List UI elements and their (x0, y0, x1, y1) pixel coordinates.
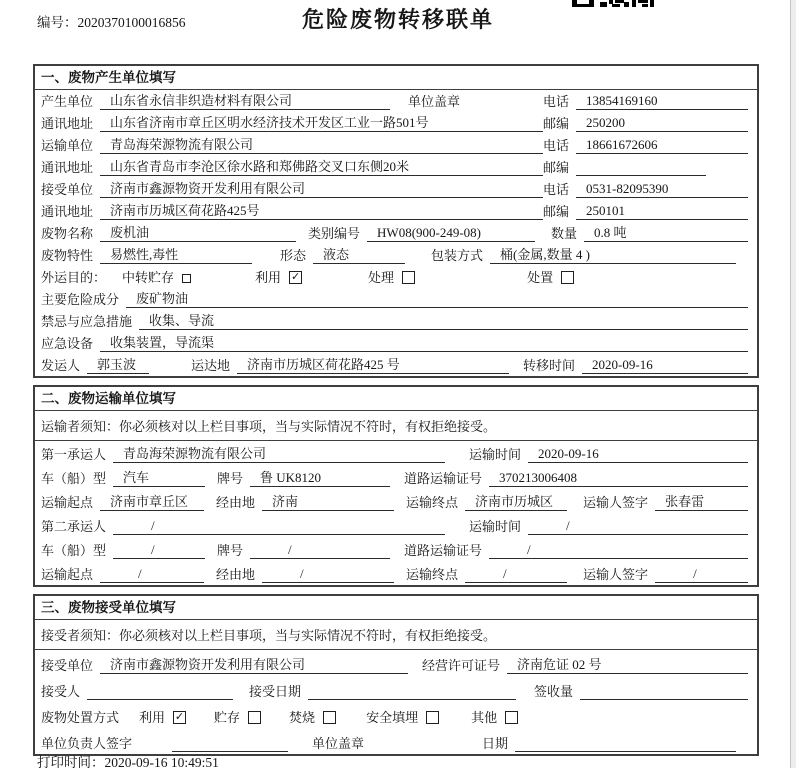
date-field[interactable] (515, 737, 736, 752)
print-time-label: 打印时间： (37, 755, 105, 768)
character-label: 废物特性 (41, 248, 94, 263)
taboo-label: 禁忌与应急措施 (41, 314, 133, 329)
carrier-sign-label: 运输人签字 (583, 567, 649, 582)
disposal-label: 废物处置方式 (41, 710, 120, 725)
serial-value: 2020370100016856 (77, 15, 186, 30)
unit-seal-label: 单位盖章 (312, 736, 365, 751)
transporter-phone-field[interactable]: 18661672606 (576, 137, 748, 154)
row-waste-name (35, 222, 757, 244)
hazard-field[interactable]: 废矿物油 (126, 288, 748, 308)
road-permit-label: 道路运输证号 (404, 543, 483, 558)
row-receiver (35, 178, 757, 200)
form-field[interactable]: 液态 (313, 244, 405, 264)
purpose-label: 外运目的： (41, 270, 107, 285)
purpose-option-treat[interactable]: 处理 (368, 267, 415, 286)
license-label: 经营许可证号 (422, 658, 501, 673)
notice-text: 你必须核对以上栏目事项，当与实际情况不符时，有权拒绝接受。 (119, 419, 497, 434)
notice-label: 接受者须知： (41, 628, 120, 643)
recipient-label: 接受人 (41, 684, 81, 699)
packing-field[interactable]: 桶(金属,数量 4 ) (490, 244, 736, 264)
row-taboo-measures (35, 310, 757, 332)
taboo-field[interactable]: 收集、导流 (139, 310, 748, 330)
carrier-sign-field[interactable]: 张春雷 (655, 491, 748, 511)
row-producer-address (35, 112, 757, 134)
waste-name-label: 废物名称 (41, 226, 94, 241)
address-label: 通讯地址 (41, 204, 94, 219)
receive-date-field[interactable] (308, 685, 516, 700)
carrier-sign-label: 运输人签字 (583, 495, 649, 510)
burn-checkbox[interactable] (323, 711, 336, 724)
receiver-field[interactable]: 济南市鑫源物资开发利用有限公司 (100, 178, 543, 198)
treat-checkbox[interactable] (402, 271, 415, 284)
transporter-label: 运输单位 (41, 138, 94, 153)
first-carrier-field[interactable]: 青岛海荣源物流有限公司 (113, 443, 445, 463)
section-producer (33, 64, 759, 378)
equipment-field[interactable]: 收集装置，导流渠 (100, 332, 748, 352)
row-receive-unit (35, 650, 757, 676)
row-recipient (35, 676, 757, 702)
license-field[interactable]: 济南危证 02 号 (507, 654, 748, 674)
road-permit-label: 道路运输证号 (404, 471, 483, 486)
transport-time-label: 运输时间 (469, 519, 522, 534)
origin-field[interactable]: 济南市章丘区 (100, 491, 204, 511)
category-field[interactable]: HW08(900-249-08) (367, 225, 535, 242)
row-waste-character (35, 244, 757, 266)
disposal-option-other[interactable]: 其他 (471, 707, 518, 726)
disposal-option-landfill[interactable]: 安全填埋 (366, 707, 439, 726)
phone-label: 电话 (543, 182, 570, 197)
print-time-value: 2020-09-16 10:49:51 (104, 755, 219, 768)
transporter-field[interactable]: 青岛海荣源物流有限公司 (100, 134, 543, 154)
use-checkbox[interactable]: ✓ (290, 271, 301, 283)
endpoint-label: 运输终点 (406, 495, 459, 510)
plate-label: 牌号 (217, 543, 244, 558)
unit-seal-label: 单位盖章 (408, 94, 461, 109)
producer-phone-field[interactable]: 13854169160 (576, 93, 748, 110)
via-2-field[interactable]: / (262, 566, 394, 583)
section3-header: 三、废物接受单位填写 (35, 596, 757, 620)
second-carrier-label: 第二承运人 (41, 519, 107, 534)
use-checkbox[interactable]: ✓ (174, 711, 185, 723)
road-permit-2-field[interactable]: / (489, 542, 748, 559)
section-receiver (33, 594, 759, 756)
address-label: 通讯地址 (41, 160, 94, 175)
notice-label: 运输者须知： (41, 419, 120, 434)
quantity-label: 数量 (551, 226, 578, 241)
storage-checkbox[interactable] (248, 711, 261, 724)
row-first-carrier (35, 441, 757, 465)
quantity-field[interactable]: 0.8 吨 (584, 222, 748, 242)
address-label: 通讯地址 (41, 116, 94, 131)
responsible-sign-label: 单位负责人签字 (41, 736, 133, 751)
phone-label: 电话 (543, 94, 570, 109)
section2-header: 二、废物运输单位填写 (35, 387, 757, 411)
producer-address-field[interactable]: 山东省济南市章丘区明水经济技术开发区工业一路501号 (100, 112, 543, 132)
transfer-time-field[interactable]: 2020-09-16 (582, 357, 748, 374)
carrier-sign-2-field[interactable]: / (655, 566, 748, 583)
section1-header: 一、废物产生单位填写 (35, 66, 757, 90)
row-transporter (35, 134, 757, 156)
endpoint-2-field[interactable]: / (465, 566, 567, 583)
receive-date-label: 接受日期 (249, 684, 302, 699)
category-label: 类别编号 (308, 226, 361, 241)
zip-label: 邮编 (543, 160, 570, 175)
vehicle-type-2-field[interactable]: / (113, 542, 205, 559)
transport-time-field[interactable]: 2020-09-16 (528, 446, 748, 463)
row-second-carrier (35, 513, 757, 537)
page-right-edge (790, 0, 796, 768)
plate-field[interactable]: 鲁 UK8120 (250, 467, 390, 487)
destination-label: 运达地 (191, 358, 231, 373)
origin-2-field[interactable]: / (100, 566, 204, 583)
via-label: 经由地 (216, 567, 256, 582)
receive-unit-field[interactable]: 济南市鑫源物资开发利用有限公司 (100, 654, 408, 674)
row-producer (35, 90, 757, 112)
origin-label: 运输起点 (41, 567, 94, 582)
road-permit-field[interactable]: 370213006408 (489, 470, 748, 487)
disposal-option-use[interactable]: 利用 ✓ (139, 710, 185, 725)
other-checkbox[interactable] (505, 711, 518, 724)
producer-zip-field[interactable]: 250200 (576, 115, 748, 132)
equipment-label: 应急设备 (41, 336, 94, 351)
character-field[interactable]: 易燃性,毒性 (100, 244, 252, 264)
first-carrier-label: 第一承运人 (41, 447, 107, 462)
row-hazard-component (35, 288, 757, 310)
plate-2-field[interactable]: / (250, 542, 390, 559)
vehicle-type-label: 车（船）型 (41, 471, 107, 486)
form-body (33, 64, 759, 763)
receiver-address-field[interactable]: 济南市历城区荷花路425号 (100, 200, 543, 220)
via-label: 经由地 (216, 495, 256, 510)
recipient-field[interactable] (87, 685, 233, 700)
disposal-option-burn[interactable]: 焚烧 (289, 707, 336, 726)
qr-code-fragment-icon (572, 0, 654, 8)
zip-label: 邮编 (543, 116, 570, 131)
transport-time-2-field[interactable]: / (528, 518, 748, 535)
row-emergency-equipment (35, 332, 757, 354)
sender-label: 发运人 (41, 358, 81, 373)
hazard-label: 主要危险成分 (41, 292, 120, 307)
storage-checkbox[interactable] (182, 274, 191, 283)
disposal-option-storage[interactable]: 贮存 (214, 707, 261, 726)
receiver-notice (35, 620, 757, 650)
responsible-sign-field[interactable] (172, 737, 288, 752)
landfill-checkbox[interactable] (426, 711, 439, 724)
vehicle-type-label: 车（船）型 (41, 543, 107, 558)
section-transporter (33, 385, 759, 587)
packing-label: 包装方式 (431, 248, 484, 263)
via-field[interactable]: 济南 (262, 491, 394, 511)
phone-label: 电话 (543, 138, 570, 153)
row-vehicle-2 (35, 537, 757, 561)
dispose-checkbox[interactable] (561, 271, 574, 284)
producer-label: 产生单位 (41, 94, 94, 109)
transporter-notice (35, 411, 757, 441)
receiver-zip-field[interactable]: 250101 (576, 203, 748, 220)
row-receiver-address (35, 200, 757, 222)
destination-field[interactable]: 济南市历城区荷花路425 号 (237, 354, 509, 374)
purpose-option-use[interactable]: 利用 ✓ (255, 270, 301, 285)
producer-field[interactable]: 山东省永信非织造材料有限公司 (100, 90, 390, 110)
sign-amount-label: 签收量 (534, 684, 574, 699)
notice-text: 你必须核对以上栏目事项，当与实际情况不符时，有权拒绝接受。 (119, 628, 497, 643)
vehicle-type-field[interactable]: 汽车 (113, 467, 205, 487)
zip-label: 邮编 (543, 204, 570, 219)
row-route-2 (35, 561, 757, 585)
row-transporter-address (35, 156, 757, 178)
row-route-1 (35, 489, 757, 513)
row-vehicle-1 (35, 465, 757, 489)
purpose-option-dispose[interactable]: 处置 (527, 267, 574, 286)
sender-field[interactable]: 郭玉波 (87, 354, 149, 374)
waste-name-field[interactable]: 废机油 (100, 222, 296, 242)
receive-unit-label: 接受单位 (41, 658, 94, 673)
receiver-phone-field[interactable]: 0531-82095390 (576, 181, 748, 198)
print-time-line (37, 751, 219, 768)
second-carrier-field[interactable]: / (113, 518, 445, 535)
transporter-zip-field[interactable] (576, 161, 706, 176)
transport-time-label: 运输时间 (469, 447, 522, 462)
page-title: 危险废物转移联单 (301, 7, 494, 32)
form-label: 形态 (280, 248, 307, 263)
row-sender (35, 354, 757, 376)
sign-amount-field[interactable] (580, 685, 748, 700)
serial-label: 编号： (37, 15, 78, 30)
plate-label: 牌号 (217, 471, 244, 486)
receiver-label: 接受单位 (41, 182, 94, 197)
transporter-address-field[interactable]: 山东省青岛市李沧区徐水路和郑佛路交叉口东侧20米 (100, 156, 543, 176)
endpoint-label: 运输终点 (406, 567, 459, 582)
endpoint-field[interactable]: 济南市历城区 (465, 491, 567, 511)
date-label: 日期 (482, 736, 509, 751)
transfer-time-label: 转移时间 (523, 358, 576, 373)
row-transfer-purpose (35, 266, 757, 288)
origin-label: 运输起点 (41, 495, 94, 510)
row-disposal-method (35, 702, 757, 728)
purpose-option-storage[interactable]: 中转贮存 (122, 267, 191, 286)
